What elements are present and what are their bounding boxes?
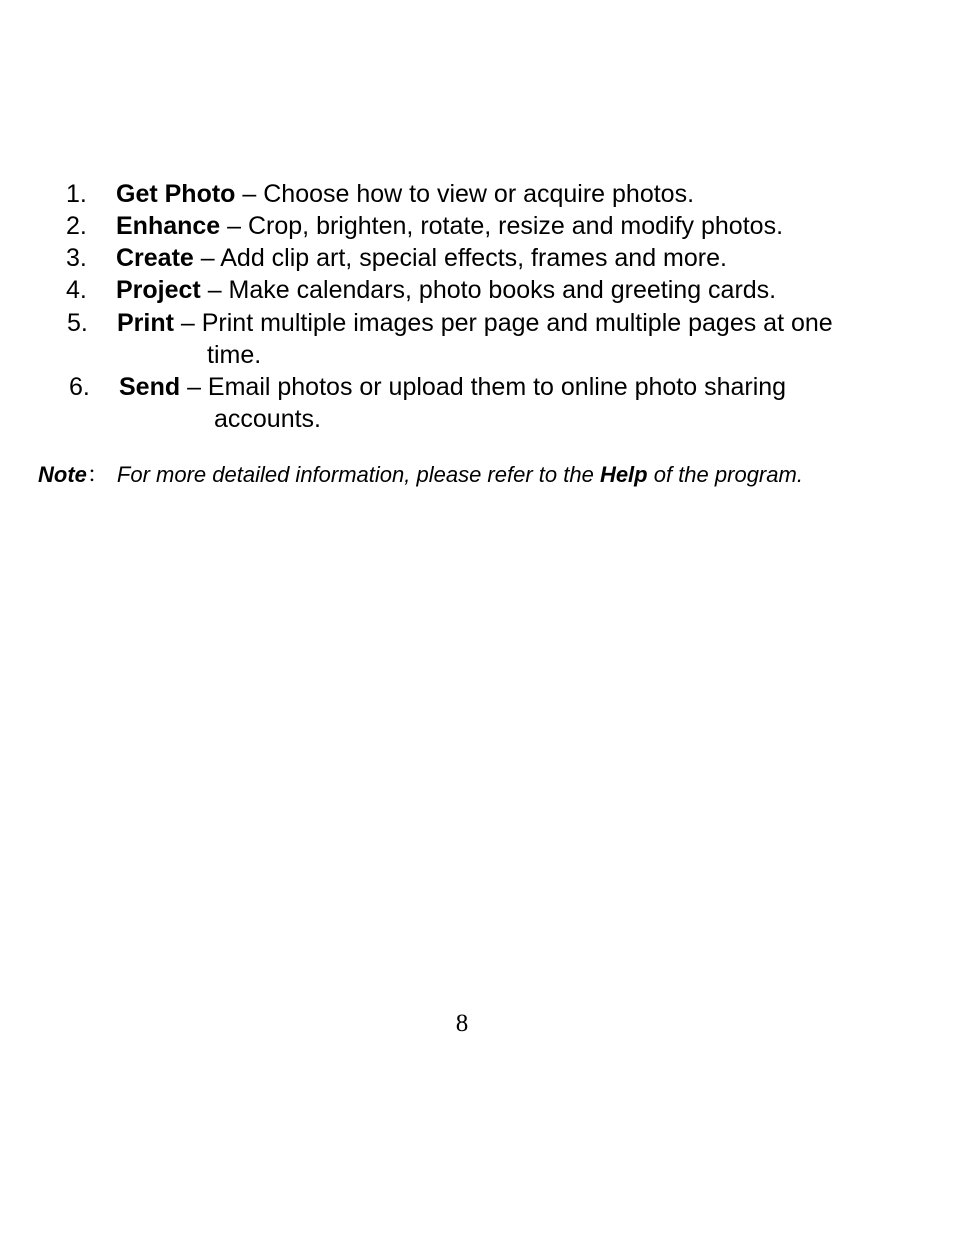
list-description: – Add clip art, special effects, frames and more.: [193, 244, 727, 272]
list-term: Print: [117, 309, 174, 337]
list-description: – Crop, brighten, rotate, resize and modify photos.: [220, 212, 784, 240]
note-label: Note: [38, 462, 87, 487]
list-term: Send: [119, 373, 181, 401]
note-text-before: For more detailed information, please refer to the: [116, 462, 600, 487]
note-separator: ：: [86, 462, 109, 487]
list-description: – Email photos or upload them to online photo sharing: [180, 373, 787, 401]
list-description: – Make calendars, photo books and greeting cards.: [200, 276, 777, 304]
note-paragraph: [38, 460, 803, 490]
list-description: – Choose how to view or acquire photos.: [235, 180, 695, 208]
list-term: Enhance: [116, 212, 221, 240]
page-number: 8: [455, 1010, 469, 1037]
list-term: Create: [116, 244, 194, 272]
list-term: Get Photo: [116, 180, 236, 208]
list-number: 5.: [67, 309, 88, 337]
list-number: 6.: [69, 373, 90, 401]
list-number: 2.: [66, 212, 87, 240]
list-continuation: time.: [207, 341, 262, 369]
list-continuation: accounts.: [214, 405, 322, 433]
list-description: – Print multiple images per page and multiple pages at one: [173, 309, 833, 337]
note-text-after: of the program.: [647, 462, 803, 487]
list-number: 4.: [66, 276, 87, 304]
note-help-emphasis: Help: [599, 462, 648, 487]
list-term: Project: [116, 276, 201, 304]
list-number: 3.: [66, 244, 87, 272]
list-number: 1.: [66, 180, 87, 208]
